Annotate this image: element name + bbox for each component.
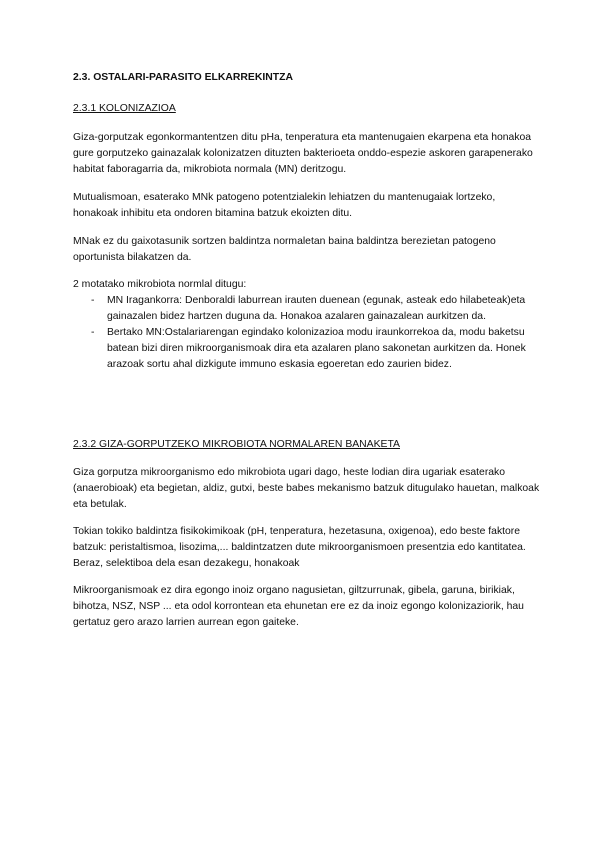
paragraph-mikroorganismo-ugari: Giza gorputza mikroorganismo edo mikrobiota ugari dago, heste lodian dira ugariak esaterako (anaerobioak) eta begietan, aldiz, gutxi, beste babes mekanismo batzuk ditugulako hauetan, malkoak eta betulak. [73, 467, 540, 510]
list-item [73, 293, 543, 325]
paragraph-organo-nagusiak: Mikroorganismoak ez dira egongo inoiz organo nagusietan, giltzurrunak, gibela, garuna, birikiak, bihotza, NSZ, NSP ... eta odol korrontean eta ehunetan ere ez da inoiz egongo kolonizaziorik, hau gertatuz gero arazo larrien aurrean egon gaiteke. [73, 585, 524, 628]
paragraph-mikrobiota-normala: Giza-gorputzak egonkormantentzen ditu pHa, tenperatura eta mantenugaien ekarpena eta honakoa gure gorputzeko gainazalak kolonizatzen dituzten bakterioeta onddo-espezie askoren garapenerako habitat faboragarria da, mikrobiota normala (MN) deritzogu. [73, 132, 533, 175]
list-marker: - [91, 327, 95, 338]
list-marker: - [91, 295, 95, 306]
list-item-text: Bertako MN:Ostalariarengan egindako kolonizazioa modu iraunkorrekoa da, modu baketsu batean bizi diren mikroorganismoak dira eta azalaren plano sakonetan aurkitzen da. Honek arazoak sortu ahal dizkigute immuno eskasia egoeretan edo zaurien bidez. [107, 327, 526, 370]
paragraph-baldintza-fisikokimikoak: Tokian tokiko baldintza fisikokimikoak (pH, tenperatura, hezetasuna, oxigenoa), edo beste faktore batzuk: peristaltismoa, lisozima,... baldintzatzen dute mikroorganismoen presentzia edo kantitatea. Beraz, selektiboa dela esan dezakegu, honakoak [73, 526, 526, 569]
section-title: 2.3. OSTALARI-PARASITO ELKARREKINTZA [73, 72, 293, 83]
subsection-title-banaketa: 2.3.2 GIZA-GORPUTZEKO MIKROBIOTA NORMALAREN BANAKETA [73, 439, 400, 450]
paragraph-list-intro: 2 motatako mikrobiota normlal ditugu: [73, 279, 247, 290]
paragraph-mutualismoa: Mutualismoan, esaterako MNk patogeno potentzialekin lehiatzen du mantenugaiak lortzeko, honakoak inhibitu eta ondoren bitamina batzuk ekoizten ditu. [73, 192, 496, 219]
microbiota-type-list [73, 293, 543, 373]
list-item [73, 325, 543, 373]
paragraph-patogeno-oportunista: MNak ez du gaixotasunik sortzen baldintza normaletan baina baldintza berezietan patogeno oportunista bilakatzen da. [73, 236, 496, 263]
subsection-title-kolonizazioa: 2.3.1 KOLONIZAZIOA [73, 103, 176, 114]
list-item-text: MN Iragankorra: Denboraldi laburrean irauten duenean (egunak, asteak edo hilabeteak)eta gainazalen bidez hartzen duguna da. Honakoa azalaren gainazalean aurkitzen da. [107, 295, 526, 322]
